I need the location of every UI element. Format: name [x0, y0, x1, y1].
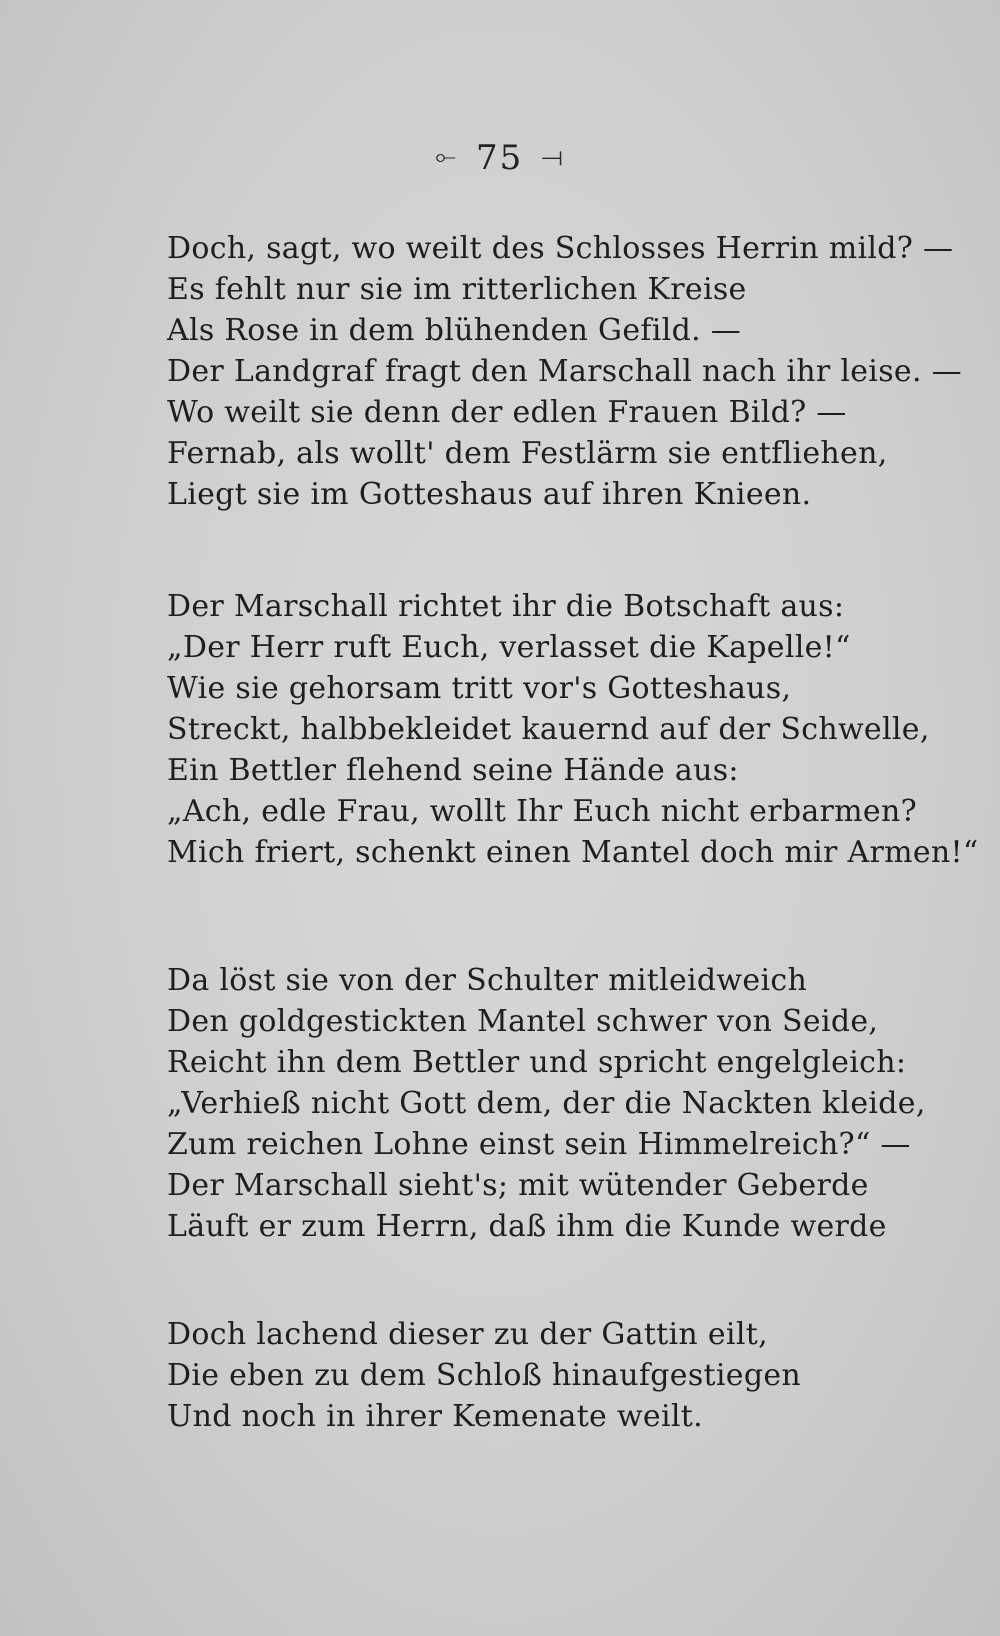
stanza-1	[167, 228, 962, 515]
verse-line: Der Marschall richtet ihr die Botschaft aus:	[167, 589, 845, 624]
verse-line: „Ach, edle Frau, wollt Ihr Euch nicht erbarmen?	[167, 794, 917, 829]
verse-line: Der Marschall sieht's; mit wütender Geberde	[167, 1168, 869, 1203]
verse-line: Den goldgestickten Mantel schwer von Seide,	[167, 1004, 879, 1039]
stanza-2	[167, 586, 979, 873]
verse-line: Läuft er zum Herrn, daß ihm die Kunde werde	[167, 1209, 887, 1244]
verse-line: Es fehlt nur sie im ritterlichen Kreise	[167, 272, 747, 307]
verse-line: Wie sie gehorsam tritt vor's Gotteshaus,	[167, 671, 792, 706]
verse-line: Liegt sie im Gotteshaus auf ihren Knieen.	[167, 477, 812, 512]
verse-line: Fernab, als wollt' dem Festlärm sie entfliehen,	[167, 436, 888, 471]
verse-line: Wo weilt sie denn der edlen Frauen Bild? —	[167, 395, 847, 430]
verse-line: Und noch in ihrer Kemenate weilt.	[167, 1399, 703, 1434]
verse-line: Da löst sie von der Schulter mitleidweich	[167, 963, 808, 998]
verse-line: Ein Bettler flehend seine Hände aus:	[167, 753, 739, 788]
right-ornament-icon: ⟞	[541, 142, 565, 172]
verse-line: Reicht ihn dem Bettler und spricht engelgleich:	[167, 1045, 907, 1080]
verse-line: Die eben zu dem Schloß hinaufgestiegen	[167, 1358, 802, 1393]
stanza-4	[167, 1314, 907, 1437]
verse-line: Streckt, halbbekleidet kauernd auf der Schwelle,	[167, 712, 930, 747]
page-number: 75	[475, 138, 524, 178]
verse-line: Doch lachend dieser zu der Gattin eilt,	[167, 1317, 768, 1352]
left-ornament-icon: ⟜	[435, 142, 458, 172]
verse-line: Mich friert, schenkt einen Mantel doch mir Armen!“	[167, 835, 979, 870]
verse-line: „Verhieß nicht Gott dem, der die Nackten kleide,	[167, 1086, 926, 1121]
verse-line: Als Rose in dem blühenden Gefild. —	[167, 313, 742, 348]
verse-line: Der Landgraf fragt den Marschall nach ihr leise. —	[167, 354, 962, 389]
verse-line: „Der Herr ruft Euch, verlasset die Kapelle!“	[167, 630, 851, 665]
page-header	[0, 138, 1000, 178]
verse-line: Zum reichen Lohne einst sein Himmelreich?“ —	[167, 1127, 911, 1162]
verse-line: Doch, sagt, wo weilt des Schlosses Herrin mild? —	[167, 231, 954, 266]
stanza-3	[167, 960, 926, 1247]
